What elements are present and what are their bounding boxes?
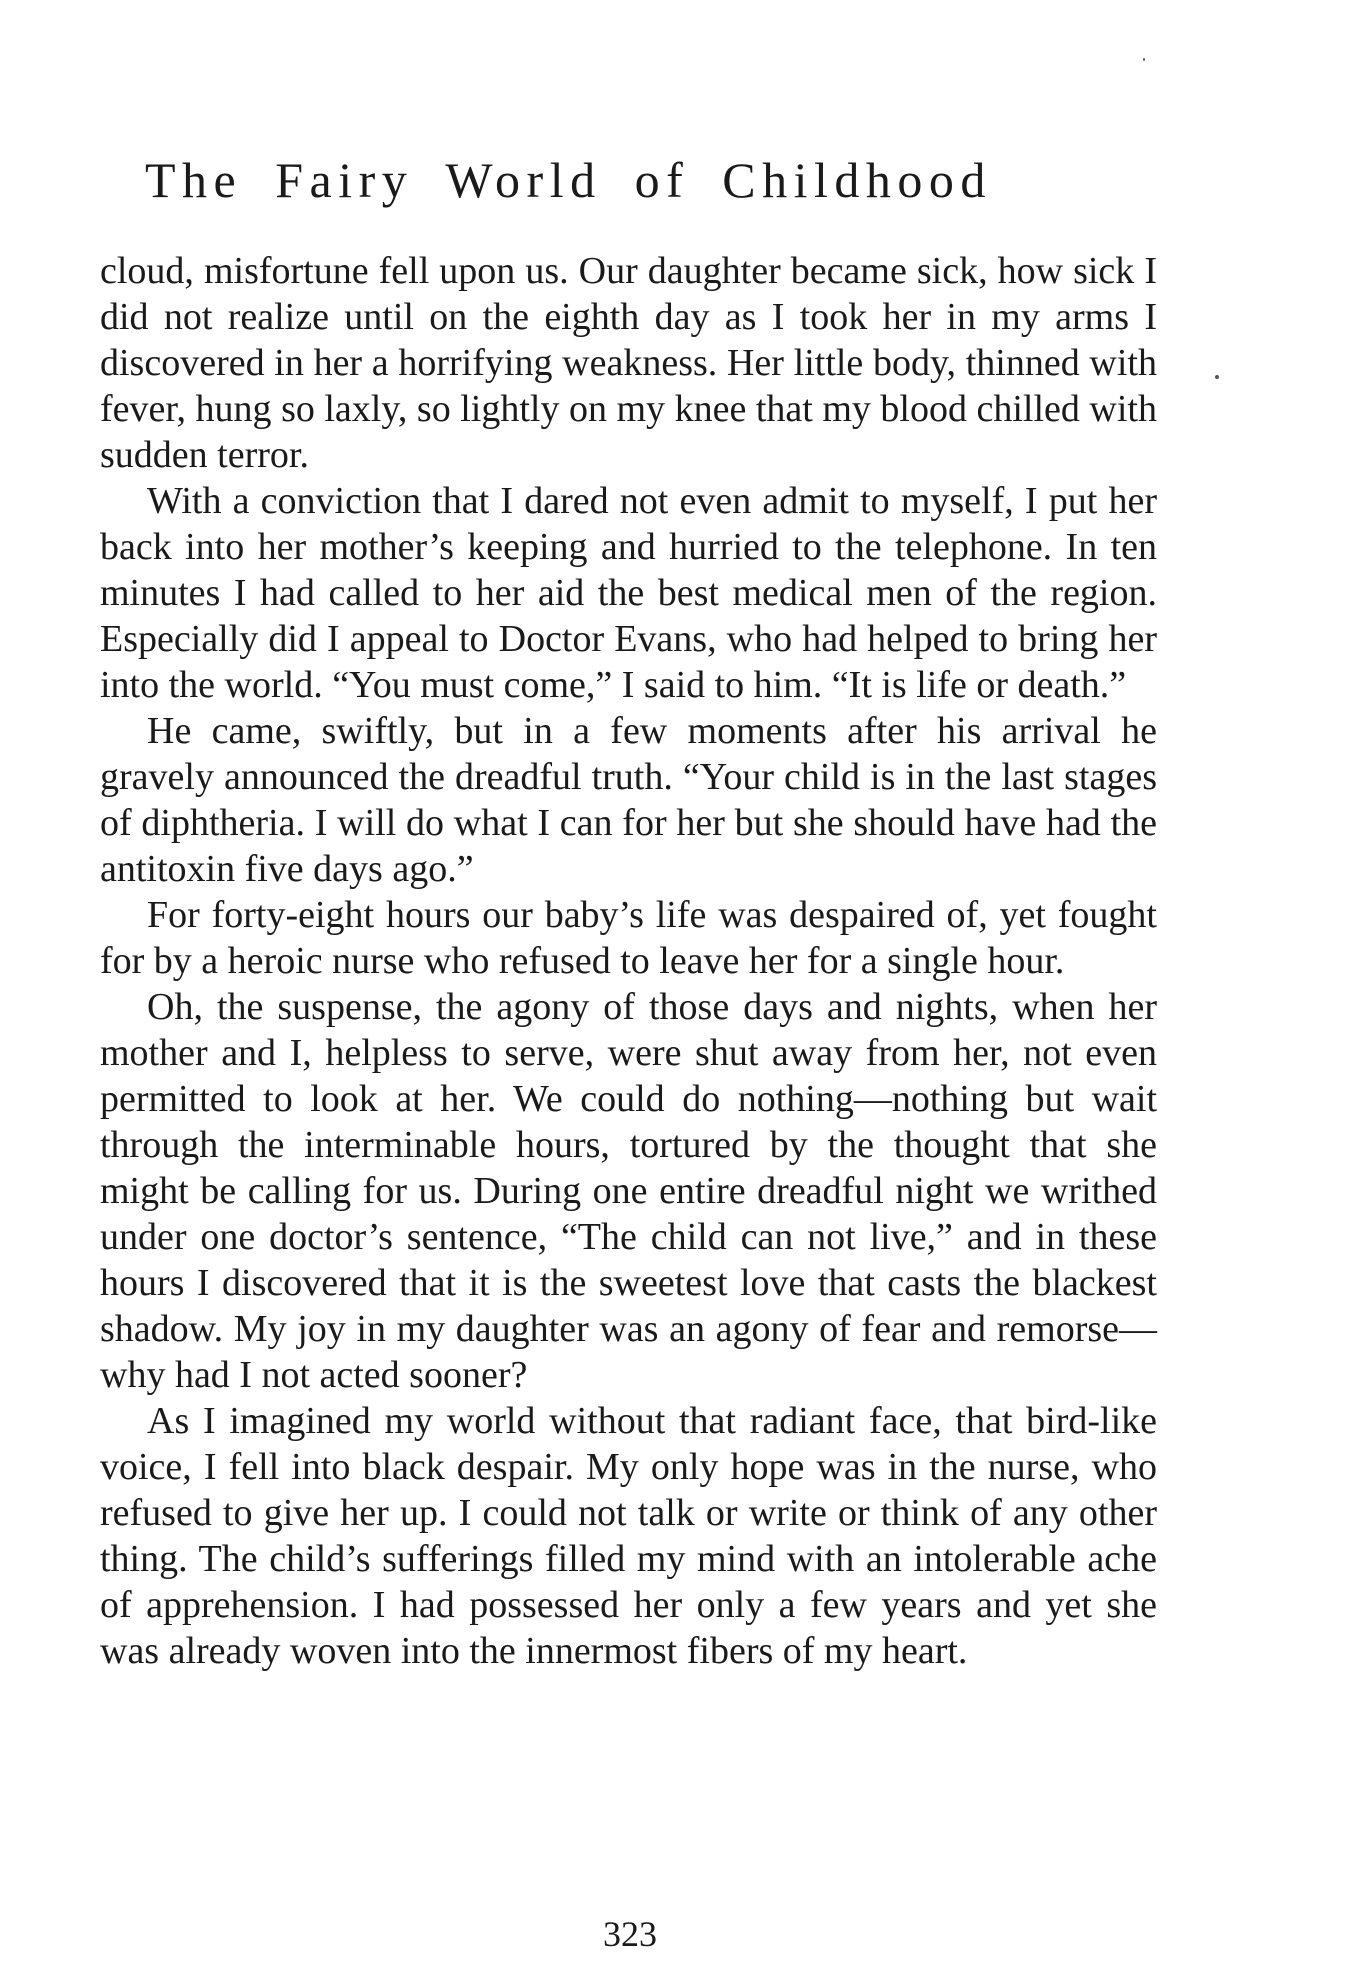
paragraph-6: As I imagined my world without that radiant face, that bird-like voice, I fell into black despair. My only hope was in the nurse, who refused to give her up. I could not talk or write or think of any other thing. The child’s sufferings filled my mind with an intolerable ache of apprehension. I had possessed her only a few years and yet she was already woven into the innermost fibers of my heart. xyxy=(100,1400,1157,1672)
scan-speck xyxy=(1143,58,1145,61)
body-text xyxy=(100,248,1157,1674)
paragraph-4: For forty-eight hours our baby’s life was despaired of, yet fought for by a heroic nurse who refused to leave her for a single hour. xyxy=(100,894,1157,982)
paragraph-2: With a conviction that I dared not even admit to myself, I put her back into her mother’s keeping and hurried to the telephone. In ten minutes I had called to her aid the best medical men of the region. Especially did I appeal to Doctor Evans, who had helped to bring her into the world. “You must come,” I said to him. “It is life or death.” xyxy=(100,480,1157,706)
paragraph-5: Oh, the suspense, the agony of those days and nights, when her mother and I, helpless to serve, were shut away from her, not even permitted to look at her. We could do nothing—nothing but wait through the interminable hours, tortured by the thought that she might be calling for us. During one entire dreadful night we writhed under one doctor’s sentence, “The child can not live,” and in these hours I discovered that it is the sweetest love that casts the blackest shadow. My joy in my daughter was an agony of fear and remorse—why had I not acted sooner? xyxy=(100,986,1157,1396)
page-number: 323 xyxy=(603,1914,657,1954)
paragraph-3: He came, swiftly, but in a few moments after his arrival he gravely announced the dreadful truth. “Your child is in the last stages of diphtheria. I will do what I can for her but she should have had the antitoxin five days ago.” xyxy=(100,710,1157,890)
scan-speck xyxy=(1215,375,1219,379)
paragraph-1: cloud, misfortune fell upon us. Our daughter became sick, how sick I did not realize until on the eighth day as I took her in my arms I discovered in her a horrifying weakness. Her little body, thinned with fever, hung so laxly, so lightly on my knee that my blood chilled with sudden terror. xyxy=(100,250,1157,476)
running-head: The Fairy World of Childhood xyxy=(145,152,992,208)
